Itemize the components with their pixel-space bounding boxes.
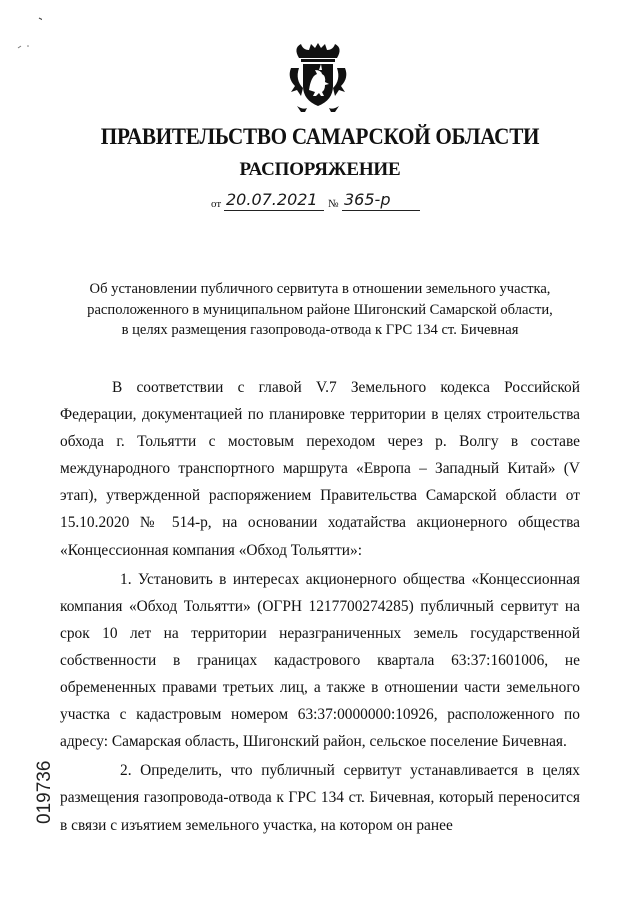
subject-line: в целях размещения газопровода-отвода к ГРС 134 ст. Бичевная [121, 322, 519, 338]
document-type: РАСПОРЯЖЕНИЕ [239, 159, 401, 180]
document-body [60, 374, 580, 839]
date-label: от [211, 198, 222, 210]
registration-stamp-number: 019736 [34, 760, 55, 824]
document-number: 365-р [344, 190, 391, 209]
organization-title: ПРАВИТЕЛЬСТВО САМАРСКОЙ ОБЛАСТИ [100, 124, 540, 149]
subject-line: Об установлении публичного сервитута в отношении земельного участка, [89, 281, 551, 297]
document-date: 20.07.2021 [226, 190, 318, 209]
clause-2-paragraph: 2. Определить, что публичный сервитут устанавливается в целях размещения газопровода-отвода к ГРС 134 ст. Бичевная, который переносится в связи с изъятием земельного участка, на котором он ранее [60, 762, 580, 834]
number-underline [342, 210, 420, 211]
clause-1-paragraph: 1. Установить в интересах акционерного общества «Концессионная компания «Обход Тольятти» (ОГРН 1217700274285) публичный сервитут на срок 10 лет на территории неразграниченных земель государственной собственности в границах кадастрового квартала 63:37:1601006, не обремененных правами третьих лиц, а также в отношении части земельного участка с кадастровым номером 63:37:0000000:10926, расположенного по адресу: Самарская область, Шигонский район, сельское поселение Бичевная. [60, 570, 580, 751]
scan-marks [12, 8, 42, 58]
document-subject [60, 279, 580, 341]
subject-line: расположенного в муниципальном районе Шигонский Самарской области, [87, 301, 553, 318]
date-underline [224, 210, 324, 211]
preamble-paragraph: В соответствии с главой V.7 Земельного кодекса Российской Федерации, документацией по планировке территории в целях строительства обхода г. Тольятти с мостовым переходом через р. Волгу в составе международного транспортного маршрута «Европа – Западный Китай» (V этап), утвержденной распоряжением Правительства Самарской области от 15.10.2020 № 514-р, на основании ходатайства акционерного общества «Концессионная компания «Обход Тольятти»: [60, 379, 580, 559]
number-label: № [328, 198, 339, 210]
coat-of-arms-emblem [285, 40, 351, 114]
